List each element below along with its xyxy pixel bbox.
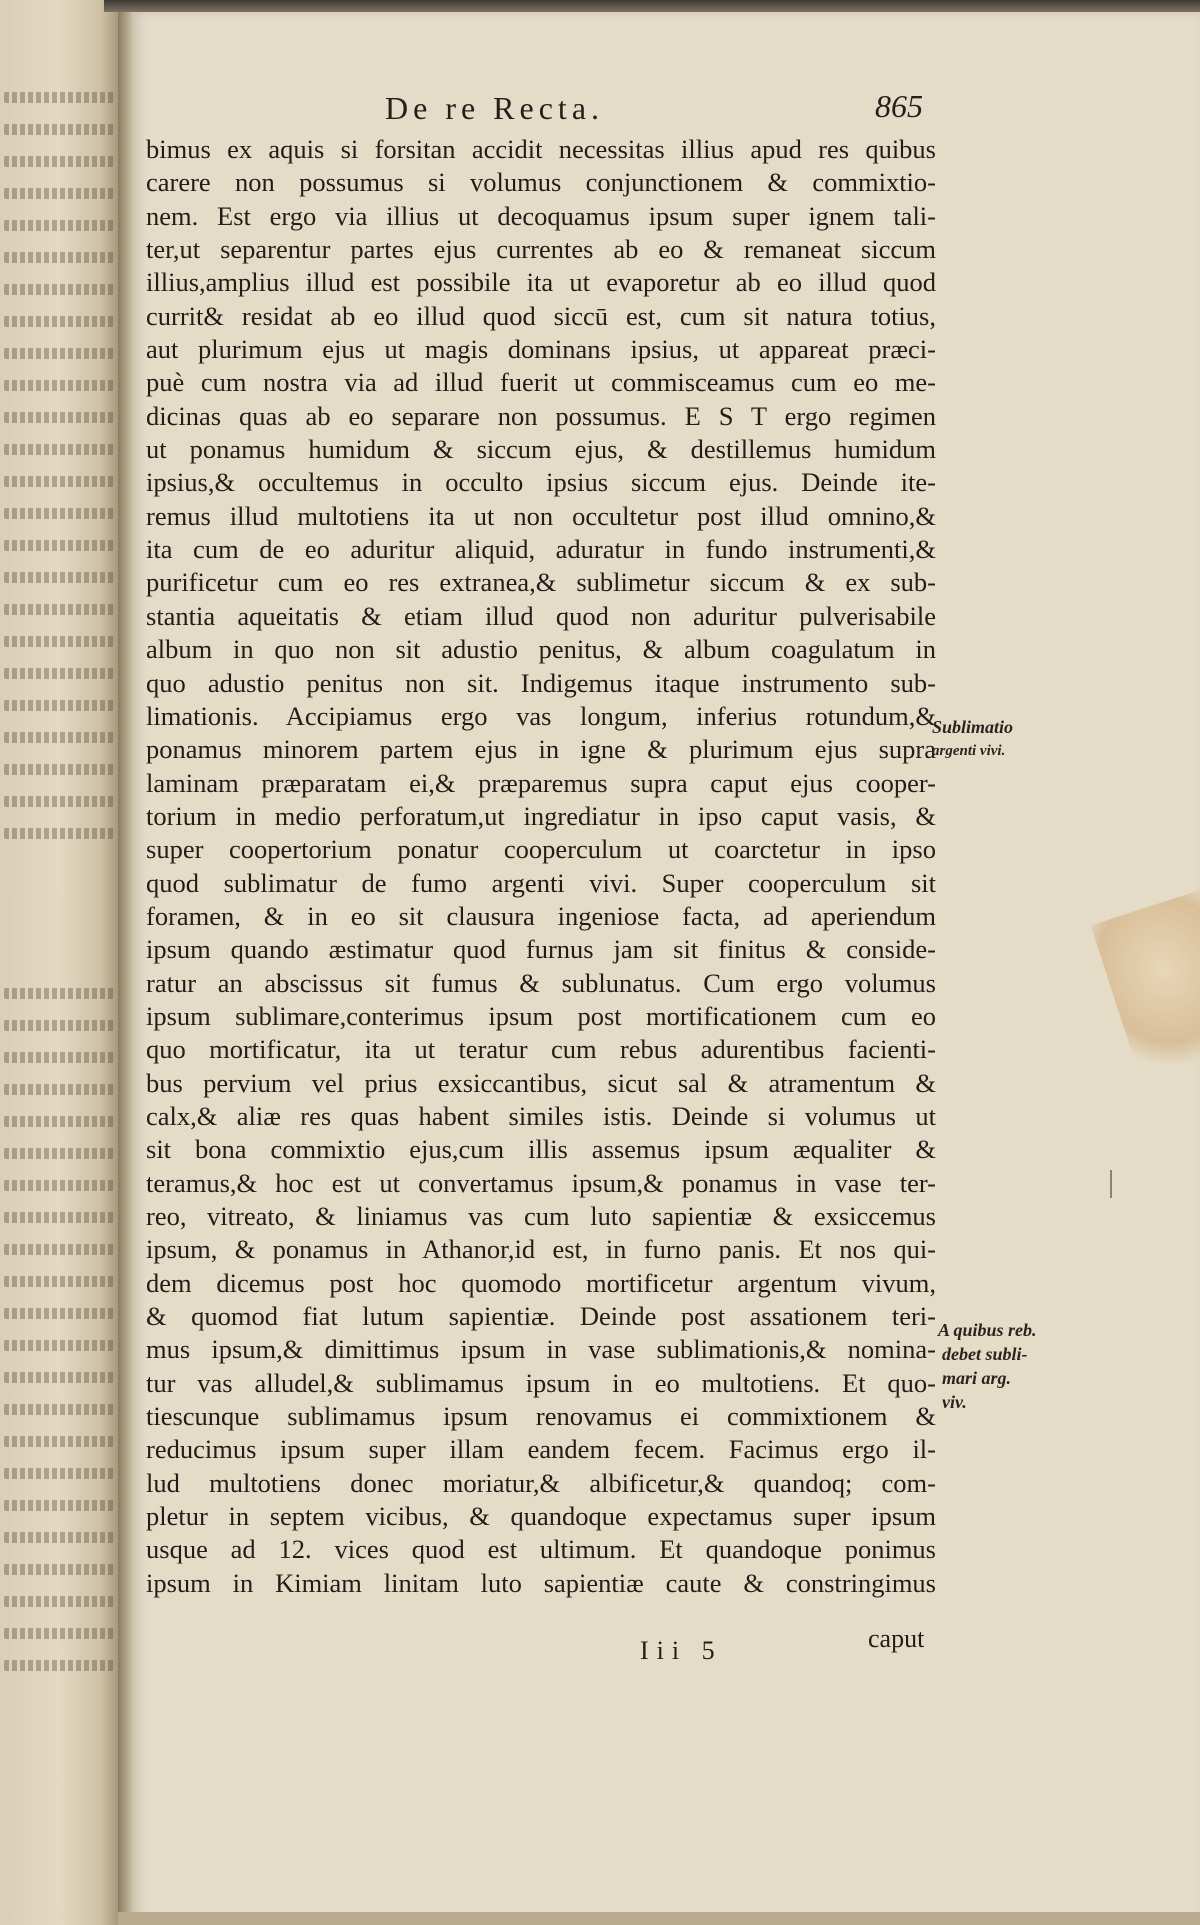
margin-note-line: viv. [942, 1392, 967, 1412]
facing-text-ghost [4, 1244, 116, 1255]
facing-text-ghost [4, 1212, 116, 1223]
text-line: ponamus minorem partem ejus in igne & plurimum ejus supra [146, 734, 936, 765]
text-line: dicinas quas ab eo separare non possumus. E S T ergo regimen [146, 400, 936, 431]
facing-text-ghost [4, 124, 116, 135]
body-text [146, 133, 936, 1600]
text-line: torium in medio perforatum,ut ingrediatur in ipso caput vasis, & [146, 800, 936, 831]
text-line: & quomod fiat lutum sapientiæ. Deinde post assationem teri- [146, 1301, 936, 1332]
text-line: stantia aqueitatis & etiam illud quod non aduritur pulverisabile [146, 600, 936, 631]
facing-text-ghost [4, 1084, 116, 1095]
facing-text-ghost [4, 188, 116, 199]
margin-note-sublimatio [932, 715, 1013, 763]
page-bottom-edge [118, 1912, 1200, 1925]
margin-note-line: mari arg. [942, 1368, 1012, 1388]
facing-text-ghost [4, 348, 116, 359]
facing-text-ghost [4, 380, 116, 391]
text-line: quod sublimatur de fumo argenti vivi. Super cooperculum sit [146, 867, 936, 898]
facing-text-ghost [4, 316, 116, 327]
text-line: calx,& aliæ res quas habent similes istis. Deinde si volumus ut [146, 1100, 936, 1131]
facing-text-ghost [4, 1148, 116, 1159]
margin-note-line: A quibus reb. [938, 1320, 1037, 1340]
text-line: ita cum de eo aduritur aliquid, aduratur in fundo instrumenti,& [146, 534, 936, 565]
margin-note-a-quibus [938, 1318, 1037, 1414]
text-line: sit bona commixtio ejus,cum illis assemus ipsum æqualiter & [146, 1134, 936, 1165]
facing-text-ghost [4, 668, 116, 679]
facing-text-ghost [4, 1596, 116, 1607]
pencil-mark [1110, 1170, 1112, 1198]
text-line: quo adustio penitus non sit. Indigemus itaque instrumento sub- [146, 667, 936, 698]
text-line: purificetur cum eo res extranea,& sublimetur siccum & ex sub- [146, 567, 936, 598]
facing-text-ghost [4, 1564, 116, 1575]
text-line: currit& residat ab eo illud quod siccū est, cum sit natura totius, [146, 300, 936, 331]
facing-text-ghost [4, 636, 116, 647]
facing-text-ghost [4, 764, 116, 775]
facing-text-ghost [4, 604, 116, 615]
text-line: ipsum quando æstimatur quod furnus jam sit finitus & conside- [146, 934, 936, 965]
text-line: puè cum nostra via ad illud fuerit ut commisceamus cum eo me- [146, 367, 936, 398]
facing-text-ghost [4, 732, 116, 743]
facing-text-ghost [4, 1532, 116, 1543]
facing-text-ghost [4, 828, 116, 839]
text-line: limationis. Accipiamus ergo vas longum, inferius rotundum,& [146, 700, 936, 731]
facing-text-ghost [4, 1372, 116, 1383]
text-line: remus illud multotiens ita ut non occultetur post illud omnino,& [146, 500, 936, 531]
facing-text-ghost [4, 412, 116, 423]
facing-text-ghost [4, 988, 116, 999]
text-line: ipsum in Kimiam linitam luto sapientiæ caute & constringimus [146, 1567, 936, 1598]
facing-text-ghost [4, 1052, 116, 1063]
text-line: bus pervium vel prius exsiccantibus, sicut sal & atramentum & [146, 1067, 936, 1098]
text-line: super coopertorium ponatur cooperculum ut coarctetur in ipso [146, 834, 936, 865]
facing-text-ghost [4, 1404, 116, 1415]
page-number: 865 [875, 88, 923, 124]
facing-text-ghost [4, 156, 116, 167]
text-line: carere non possumus si volumus conjunctionem & commixtio- [146, 167, 936, 198]
facing-text-ghost [4, 1020, 116, 1031]
facing-text-ghost [4, 1116, 116, 1127]
text-line: lud multotiens donec moriatur,& albificetur,& quandoq; com- [146, 1467, 936, 1498]
text-line: usque ad 12. vices quod est ultimum. Et quandoque ponimus [146, 1534, 936, 1565]
text-line: ter,ut separentur partes ejus currentes ab eo & remaneat siccum [146, 234, 936, 265]
margin-note-line: debet subli- [942, 1344, 1028, 1364]
facing-text-ghost [4, 1436, 116, 1447]
page-header [250, 78, 1050, 138]
facing-text-ghost [4, 1628, 116, 1639]
text-line: ipsum, & ponamus in Athanor,id est, in furno panis. Et nos qui- [146, 1234, 936, 1265]
facing-text-ghost [4, 1660, 116, 1671]
text-line: dem dicemus post hoc quomodo mortificetur argentum vivum, [146, 1267, 936, 1298]
facing-text-ghost [4, 508, 116, 519]
text-line: teramus,& hoc est ut convertamus ipsum,& ponamus in vase ter- [146, 1167, 936, 1198]
facing-text-ghost [4, 92, 116, 103]
text-line: mus ipsum,& dimittimus ipsum in vase sublimationis,& nomina- [146, 1334, 936, 1365]
text-line: reo, vitreato, & liniamus vas cum luto sapientiæ & exsiccemus [146, 1201, 936, 1231]
text-line: ratur an abscissus sit fumus & sublunatus. Cum ergo volumus [146, 967, 936, 998]
text-line: foramen, & in eo sit clausura ingeniose facta, ad aperiendum [146, 900, 936, 931]
text-line: pletur in septem vicibus, & quandoque expectamus super ipsum [146, 1501, 936, 1532]
book-gutter [118, 0, 132, 1925]
signature-mark: Iii 5 [640, 1636, 723, 1665]
facing-text-ghost [4, 220, 116, 231]
facing-page [0, 0, 118, 1925]
facing-text-ghost [4, 1276, 116, 1287]
text-line: bimus ex aquis si forsitan accidit necessitas illius apud res quibus [146, 134, 936, 164]
facing-text-ghost [4, 252, 116, 263]
text-line: ipsum sublimare,conterimus ipsum post mortificationem cum eo [146, 1000, 936, 1031]
running-head: De re Recta. [385, 90, 605, 126]
text-line: laminam præparatam ei,& præparemus supra caput ejus cooper- [146, 767, 936, 798]
facing-text-ghost [4, 1500, 116, 1511]
text-line: album in quo non sit adustio penitus, & album coagulatum in [146, 634, 936, 665]
catchword: caput [868, 1624, 925, 1653]
text-line: ut ponamus humidum & siccum ejus, & destillemus humidum [146, 434, 936, 465]
text-line: tur vas alludel,& sublimamus ipsum in eo multotiens. Et quo- [146, 1367, 936, 1398]
facing-text-ghost [4, 476, 116, 487]
text-line: illius,amplius illud est possibile ita ut evaporetur ab eo illud quod [146, 267, 936, 298]
margin-note-line: argenti vivi. [932, 743, 1006, 759]
text-line: aut plurimum ejus ut magis dominans ipsius, ut appareat præci- [146, 334, 936, 365]
facing-text-ghost [4, 572, 116, 583]
text-line: reducimus ipsum super illam eandem fecem. Facimus ergo il- [146, 1434, 936, 1465]
text-line: ipsius,& occultemus in occulto ipsius siccum ejus. Deinde ite- [146, 467, 936, 498]
margin-note-line: Sublimatio [932, 717, 1014, 737]
facing-text-ghost [4, 444, 116, 455]
facing-text-ghost [4, 1340, 116, 1351]
facing-text-ghost [4, 1308, 116, 1319]
text-line: tiescunque sublimamus ipsum renovamus ei commixtionem & [146, 1401, 936, 1432]
facing-text-ghost [4, 700, 116, 711]
facing-text-ghost [4, 1468, 116, 1479]
page-top-edge [104, 0, 1200, 12]
facing-text-ghost [4, 284, 116, 295]
facing-text-ghost [4, 796, 116, 807]
facing-text-ghost [4, 1180, 116, 1191]
text-line: nem. Est ergo via illius ut decoquamus ipsum super ignem tali- [146, 200, 936, 231]
text-line: quo mortificatur, ita ut teratur cum rebus adurentibus facienti- [146, 1034, 936, 1065]
facing-text-ghost [4, 540, 116, 551]
